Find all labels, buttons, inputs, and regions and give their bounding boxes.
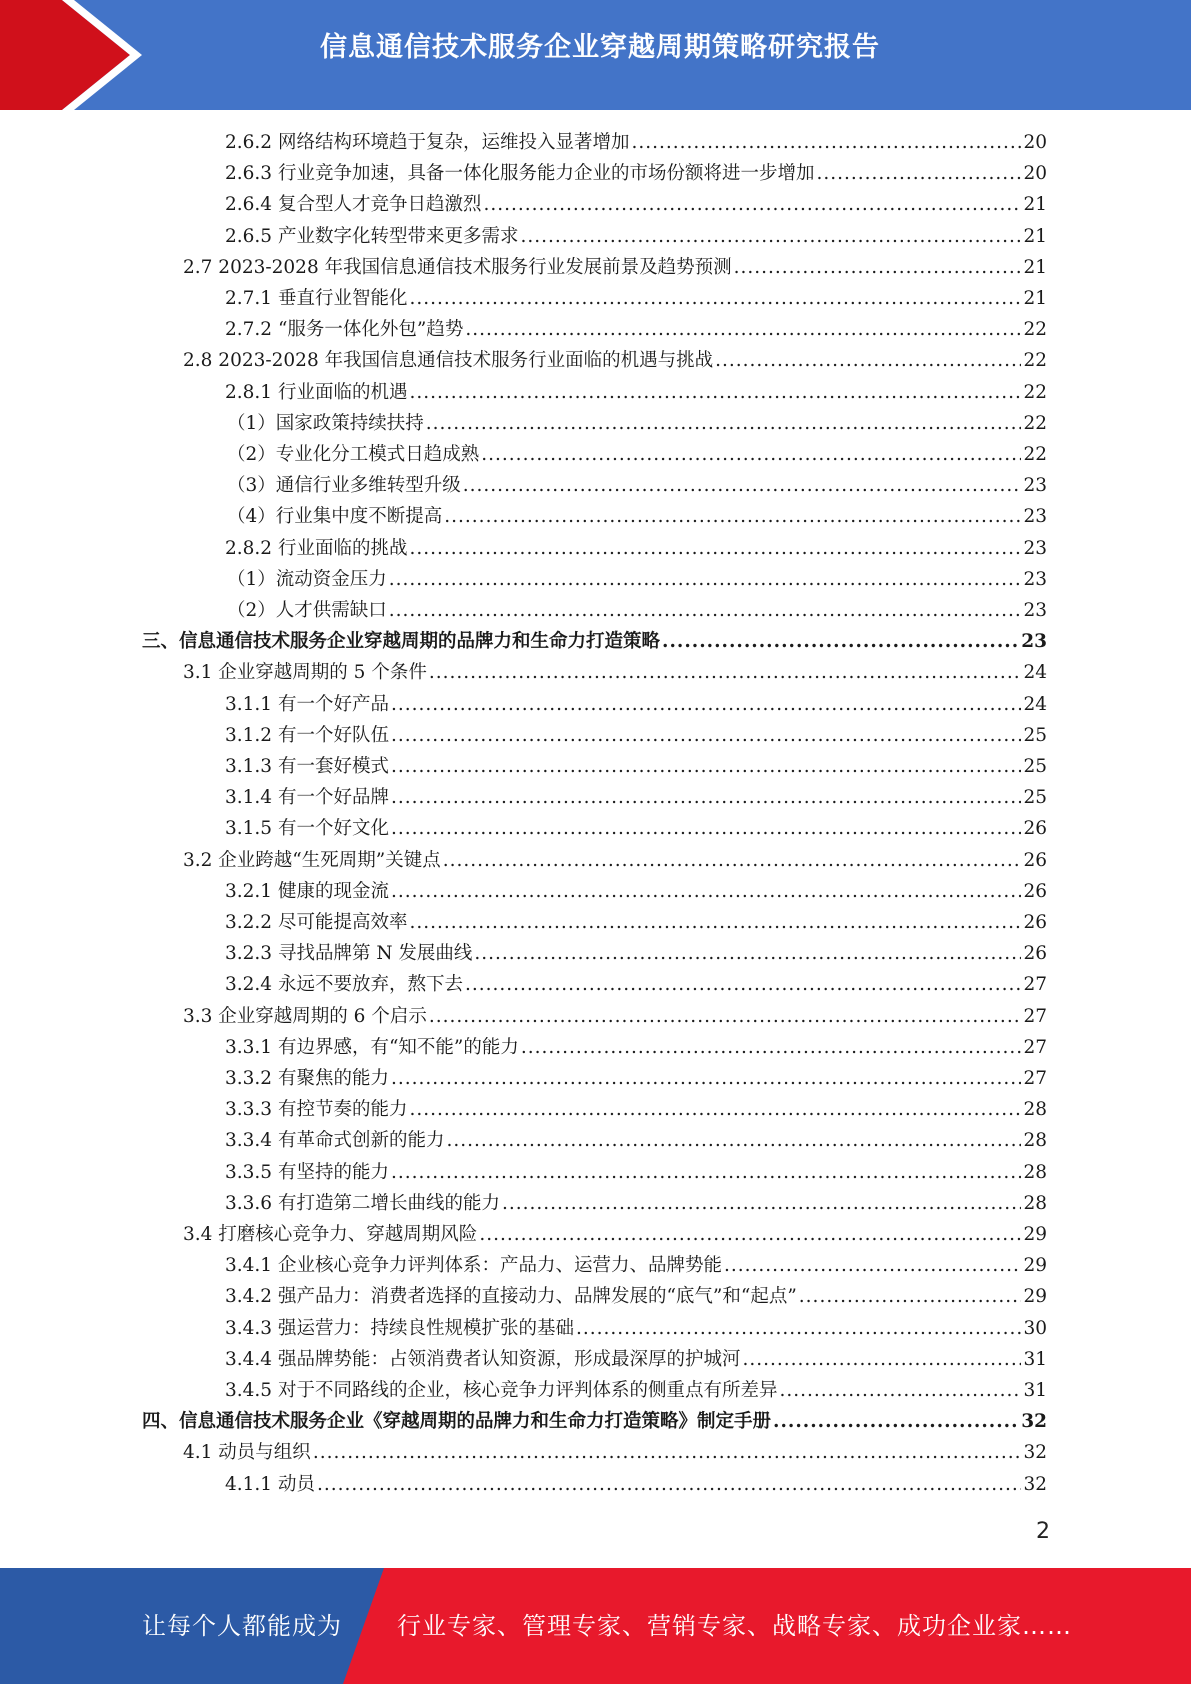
toc-entry-title: （1）国家政策持续扶持 xyxy=(227,412,424,434)
toc-entry[interactable] xyxy=(225,314,1047,345)
toc-dot-leader xyxy=(465,969,1021,1000)
page-footer xyxy=(0,1568,1191,1684)
toc-entry-title: 3.4.4 强品牌势能：占领消费者认知资源，形成最深厚的护城河 xyxy=(225,1348,741,1370)
page-header xyxy=(0,0,1191,110)
toc-entry-title: 3.2.4 永远不要放弃，熬下去 xyxy=(225,974,463,996)
toc-dot-leader xyxy=(773,1406,1019,1437)
toc-dot-leader xyxy=(313,1437,1022,1468)
footer-slogan-right: 行业专家、管理专家、营销专家、战略专家、成功企业家…… xyxy=(397,1612,1072,1640)
toc-entry-title: 2.6.2 网络结构环境趋于复杂，运维投入显著增加 xyxy=(225,132,630,153)
toc-entry[interactable] xyxy=(225,1313,1047,1344)
toc-dot-leader xyxy=(391,751,1021,782)
toc-entry[interactable] xyxy=(225,938,1047,969)
toc-dot-leader xyxy=(409,907,1021,938)
toc-entry-page: 32 xyxy=(1023,1473,1047,1495)
toc-entry[interactable] xyxy=(225,158,1047,189)
toc-entry-title: 3.1.1 有一个好产品 xyxy=(225,693,389,715)
toc-entry[interactable] xyxy=(227,439,1047,470)
toc-entry-page: 28 xyxy=(1023,1192,1047,1214)
toc-dot-leader xyxy=(409,283,1021,314)
report-title: 信息通信技术服务企业穿越周期策略研究报告 xyxy=(320,32,880,63)
toc-entry-page: 24 xyxy=(1023,693,1047,715)
toc-dot-leader xyxy=(409,1094,1021,1125)
toc-entry[interactable] xyxy=(227,564,1047,595)
toc-entry-title: （2）人才供需缺口 xyxy=(227,600,387,621)
toc-entry[interactable] xyxy=(225,1032,1047,1063)
toc-entry-page: 27 xyxy=(1023,1068,1047,1089)
toc-entry-title: 3.3.6 有打造第二增长曲线的能力 xyxy=(225,1192,500,1214)
toc-entry-page: 21 xyxy=(1023,256,1047,278)
toc-entry-title: 2.6.3 行业竞争加速，具备一体化服务能力企业的市场份额将进一步增加 xyxy=(225,163,815,185)
toc-dot-leader xyxy=(463,470,1022,501)
toc-entry-title: 3.4.3 强运营力：持续良性规模扩张的基础 xyxy=(225,1317,574,1339)
toc-entry-title: 3.1.4 有一个好品牌 xyxy=(225,787,389,809)
toc-dot-leader xyxy=(409,377,1021,408)
toc-dot-leader xyxy=(443,845,1022,876)
toc-dot-leader xyxy=(391,813,1021,844)
page-number: 2 xyxy=(1036,1519,1050,1544)
toc-entry-title: 3.4.5 对于不同路线的企业，核心竞争力评判体系的侧重点有所差异 xyxy=(225,1380,778,1401)
toc-entry[interactable] xyxy=(183,657,1047,688)
toc-entry-page: 29 xyxy=(1023,1255,1047,1277)
toc-entry-page: 23 xyxy=(1023,568,1047,590)
toc-entry-title: 3.1.3 有一套好模式 xyxy=(225,756,389,777)
toc-entry[interactable] xyxy=(225,1375,1047,1406)
toc-entry[interactable] xyxy=(225,533,1047,564)
toc-entry-page: 22 xyxy=(1023,350,1047,372)
toc-dot-leader xyxy=(446,1125,1021,1156)
toc-dot-leader xyxy=(816,158,1021,189)
toc-dot-leader xyxy=(474,938,1021,969)
toc-entry-page: 25 xyxy=(1023,724,1047,746)
toc-entry[interactable] xyxy=(225,189,1047,220)
toc-entry-page: 28 xyxy=(1023,1161,1047,1183)
toc-entry[interactable] xyxy=(225,1250,1047,1281)
toc-entry-page: 25 xyxy=(1023,756,1047,777)
toc-dot-leader xyxy=(317,1469,1022,1500)
toc-entry-page: 29 xyxy=(1023,1286,1047,1308)
toc-entry[interactable] xyxy=(183,845,1047,876)
toc-entry-title: （4）行业集中度不断提高 xyxy=(227,506,443,528)
toc-dot-leader xyxy=(715,345,1021,376)
toc-entry-page: 31 xyxy=(1023,1348,1047,1370)
toc-entry[interactable] xyxy=(225,969,1047,1000)
toc-entry[interactable] xyxy=(142,1406,1047,1437)
toc-entry-title: 2.8.1 行业面临的机遇 xyxy=(225,381,408,403)
toc-entry-page: 26 xyxy=(1023,818,1047,840)
toc-entry[interactable] xyxy=(227,470,1047,501)
toc-entry-title: 3.4.2 强产品力：消费者选择的直接动力、品牌发展的“底气”和“起点” xyxy=(225,1286,797,1308)
footer-slogan-left: 让每个人都能成为 xyxy=(142,1612,342,1640)
toc-entry[interactable] xyxy=(225,1281,1047,1312)
toc-entry[interactable] xyxy=(183,1437,1047,1468)
toc-entry-title: 3.3 企业穿越周期的 6 个启示 xyxy=(183,1005,427,1027)
toc-dot-leader xyxy=(481,439,1021,470)
toc-entry[interactable] xyxy=(225,283,1047,314)
toc-dot-leader xyxy=(799,1281,1022,1312)
toc-dot-leader xyxy=(389,595,1022,626)
toc-entry-title: 2.6.5 产业数字化转型带来更多需求 xyxy=(225,225,519,247)
toc-entry[interactable] xyxy=(225,1094,1047,1125)
toc-dot-leader xyxy=(391,876,1021,907)
toc-entry-page: 26 xyxy=(1023,849,1047,871)
toc-entry[interactable] xyxy=(225,1125,1047,1156)
toc-entry-page: 32 xyxy=(1023,1442,1047,1464)
toc-entry-title: 4.1.1 动员 xyxy=(225,1473,315,1495)
toc-entry-page: 27 xyxy=(1023,1005,1047,1027)
toc-dot-leader xyxy=(779,1375,1021,1406)
toc-dot-leader xyxy=(429,657,1022,688)
toc-entry-page: 23 xyxy=(1023,537,1047,559)
toc-dot-leader xyxy=(409,533,1021,564)
toc-entry-page: 22 xyxy=(1023,319,1047,341)
toc-entry-title: 3.4.1 企业核心竞争力评判体系：产品力、运营力、品牌势能 xyxy=(225,1255,722,1277)
toc-dot-leader xyxy=(465,314,1021,345)
toc-dot-leader xyxy=(389,564,1022,595)
toc-entry[interactable] xyxy=(183,252,1047,283)
toc-entry[interactable] xyxy=(225,751,1047,782)
toc-entry-page: 28 xyxy=(1023,1130,1047,1152)
toc-entry[interactable] xyxy=(225,1157,1047,1188)
toc-dot-leader xyxy=(479,1219,1021,1250)
toc-entry-page: 23 xyxy=(1023,475,1047,497)
toc-entry-title: 3.2 企业跨越“生死周期”关键点 xyxy=(183,849,441,871)
toc-dot-leader xyxy=(429,1001,1022,1032)
toc-dot-leader xyxy=(502,1188,1021,1219)
toc-entry[interactable] xyxy=(225,1344,1047,1375)
toc-entry-title: 3.1.5 有一个好文化 xyxy=(225,818,389,840)
toc-entry-page: 27 xyxy=(1023,974,1047,996)
toc-entry-title: 3.2.3 寻找品牌第 N 发展曲线 xyxy=(225,943,473,965)
toc-dot-leader xyxy=(742,1344,1021,1375)
toc-entry-page: 21 xyxy=(1023,225,1047,247)
toc-entry[interactable] xyxy=(227,408,1047,439)
toc-entry[interactable] xyxy=(225,221,1047,252)
toc-entry[interactable] xyxy=(142,626,1047,657)
toc-entry[interactable] xyxy=(225,1063,1047,1094)
toc-dot-leader xyxy=(520,221,1021,252)
toc-entry-title: 4.1 动员与组织 xyxy=(183,1442,311,1464)
toc-entry-page: 26 xyxy=(1023,912,1047,933)
toc-entry-title: 2.7 2023-2028 年我国信息通信技术服务行业发展前景及趋势预测 xyxy=(183,256,732,278)
toc-entry-page: 22 xyxy=(1023,381,1047,403)
toc-dot-leader xyxy=(631,127,1021,158)
toc-dot-leader xyxy=(724,1250,1021,1281)
toc-entry-page: 20 xyxy=(1023,132,1047,153)
toc-entry-page: 23 xyxy=(1023,600,1047,621)
toc-entry-title: 3.2.1 健康的现金流 xyxy=(225,880,389,902)
toc-entry-page: 22 xyxy=(1023,444,1047,465)
toc-entry-title: 2.8 2023-2028 年我国信息通信技术服务行业面临的机遇与挑战 xyxy=(183,350,714,372)
toc-entry-title: 3.3.4 有革命式创新的能力 xyxy=(225,1130,445,1152)
toc-entry-title: 3.2.2 尽可能提高效率 xyxy=(225,912,408,933)
toc-entry[interactable] xyxy=(225,377,1047,408)
toc-entry-page: 22 xyxy=(1023,412,1047,434)
toc-entry-title: 3.4 打磨核心竞争力、穿越周期风险 xyxy=(183,1224,478,1245)
toc-dot-leader xyxy=(391,720,1021,751)
toc-entry[interactable] xyxy=(183,1001,1047,1032)
toc-entry-title: 2.6.4 复合型人才竞争日趋激烈 xyxy=(225,194,482,216)
toc-dot-leader xyxy=(483,189,1021,220)
toc-entry[interactable] xyxy=(183,345,1047,376)
toc-entry-page: 21 xyxy=(1023,194,1047,216)
toc-entry-title: （2）专业化分工模式日趋成熟 xyxy=(227,444,480,465)
header-red-arrow-decoration xyxy=(0,0,150,110)
toc-entry-title: （1）流动资金压力 xyxy=(227,568,387,590)
toc-entry-title: 三、信息通信技术服务企业穿越周期的品牌力和生命力打造策略 xyxy=(142,631,661,653)
toc-entry-page: 30 xyxy=(1023,1317,1047,1339)
toc-entry[interactable] xyxy=(183,1219,1047,1250)
toc-entry[interactable] xyxy=(225,1188,1047,1219)
toc-entry-title: 3.3.3 有控节奏的能力 xyxy=(225,1099,408,1121)
toc-entry-title: （3）通信行业多维转型升级 xyxy=(227,475,461,497)
toc-entry[interactable] xyxy=(227,501,1047,532)
toc-entry-page: 26 xyxy=(1023,943,1047,965)
toc-entry-title: 2.7.1 垂直行业智能化 xyxy=(225,288,408,309)
toc-entry-page: 21 xyxy=(1023,288,1047,309)
toc-entry[interactable] xyxy=(225,813,1047,844)
toc-entry[interactable] xyxy=(227,595,1047,626)
toc-dot-leader xyxy=(391,782,1021,813)
toc-dot-leader xyxy=(426,408,1022,439)
toc-dot-leader xyxy=(391,689,1021,720)
toc-entry-title: 3.1 企业穿越周期的 5 个条件 xyxy=(183,662,427,684)
toc-entry-page: 29 xyxy=(1023,1224,1047,1245)
toc-entry-page: 28 xyxy=(1023,1099,1047,1121)
toc-entry-title: 四、信息通信技术服务企业《穿越周期的品牌力和生命力打造策略》制定手册 xyxy=(142,1411,772,1433)
toc-entry-page: 31 xyxy=(1023,1380,1047,1401)
toc-entry-page: 20 xyxy=(1023,163,1047,185)
toc-dot-leader xyxy=(521,1032,1022,1063)
toc-entry[interactable] xyxy=(225,782,1047,813)
toc-entry[interactable] xyxy=(225,876,1047,907)
toc-dot-leader xyxy=(391,1157,1021,1188)
toc-dot-leader xyxy=(391,1063,1021,1094)
toc-entry-page: 23 xyxy=(1023,506,1047,528)
toc-dot-leader xyxy=(576,1313,1021,1344)
toc-dot-leader xyxy=(444,501,1021,532)
toc-entry[interactable] xyxy=(225,127,1047,158)
toc-dot-leader xyxy=(662,626,1019,657)
toc-entry[interactable] xyxy=(225,907,1047,938)
toc-entry-page: 25 xyxy=(1023,787,1047,809)
toc-entry-page: 32 xyxy=(1021,1411,1047,1433)
toc-entry[interactable] xyxy=(225,689,1047,720)
toc-entry-page: 24 xyxy=(1023,662,1047,684)
toc-entry-title: 3.3.5 有坚持的能力 xyxy=(225,1161,389,1183)
toc-entry[interactable] xyxy=(225,1469,1047,1500)
toc-entry-title: 3.3.2 有聚焦的能力 xyxy=(225,1068,389,1089)
toc-dot-leader xyxy=(734,252,1022,283)
toc-entry-page: 26 xyxy=(1023,880,1047,902)
toc-entry[interactable] xyxy=(225,720,1047,751)
toc-entry-page: 23 xyxy=(1021,631,1047,653)
toc-entry-title: 2.8.2 行业面临的挑战 xyxy=(225,537,408,559)
toc-entry-title: 3.3.1 有边界感，有“知不能”的能力 xyxy=(225,1036,519,1058)
toc-entry-page: 27 xyxy=(1023,1036,1047,1058)
toc-entry-title: 3.1.2 有一个好队伍 xyxy=(225,724,389,746)
toc-entry-title: 2.7.2 “服务一体化外包”趋势 xyxy=(225,319,464,341)
